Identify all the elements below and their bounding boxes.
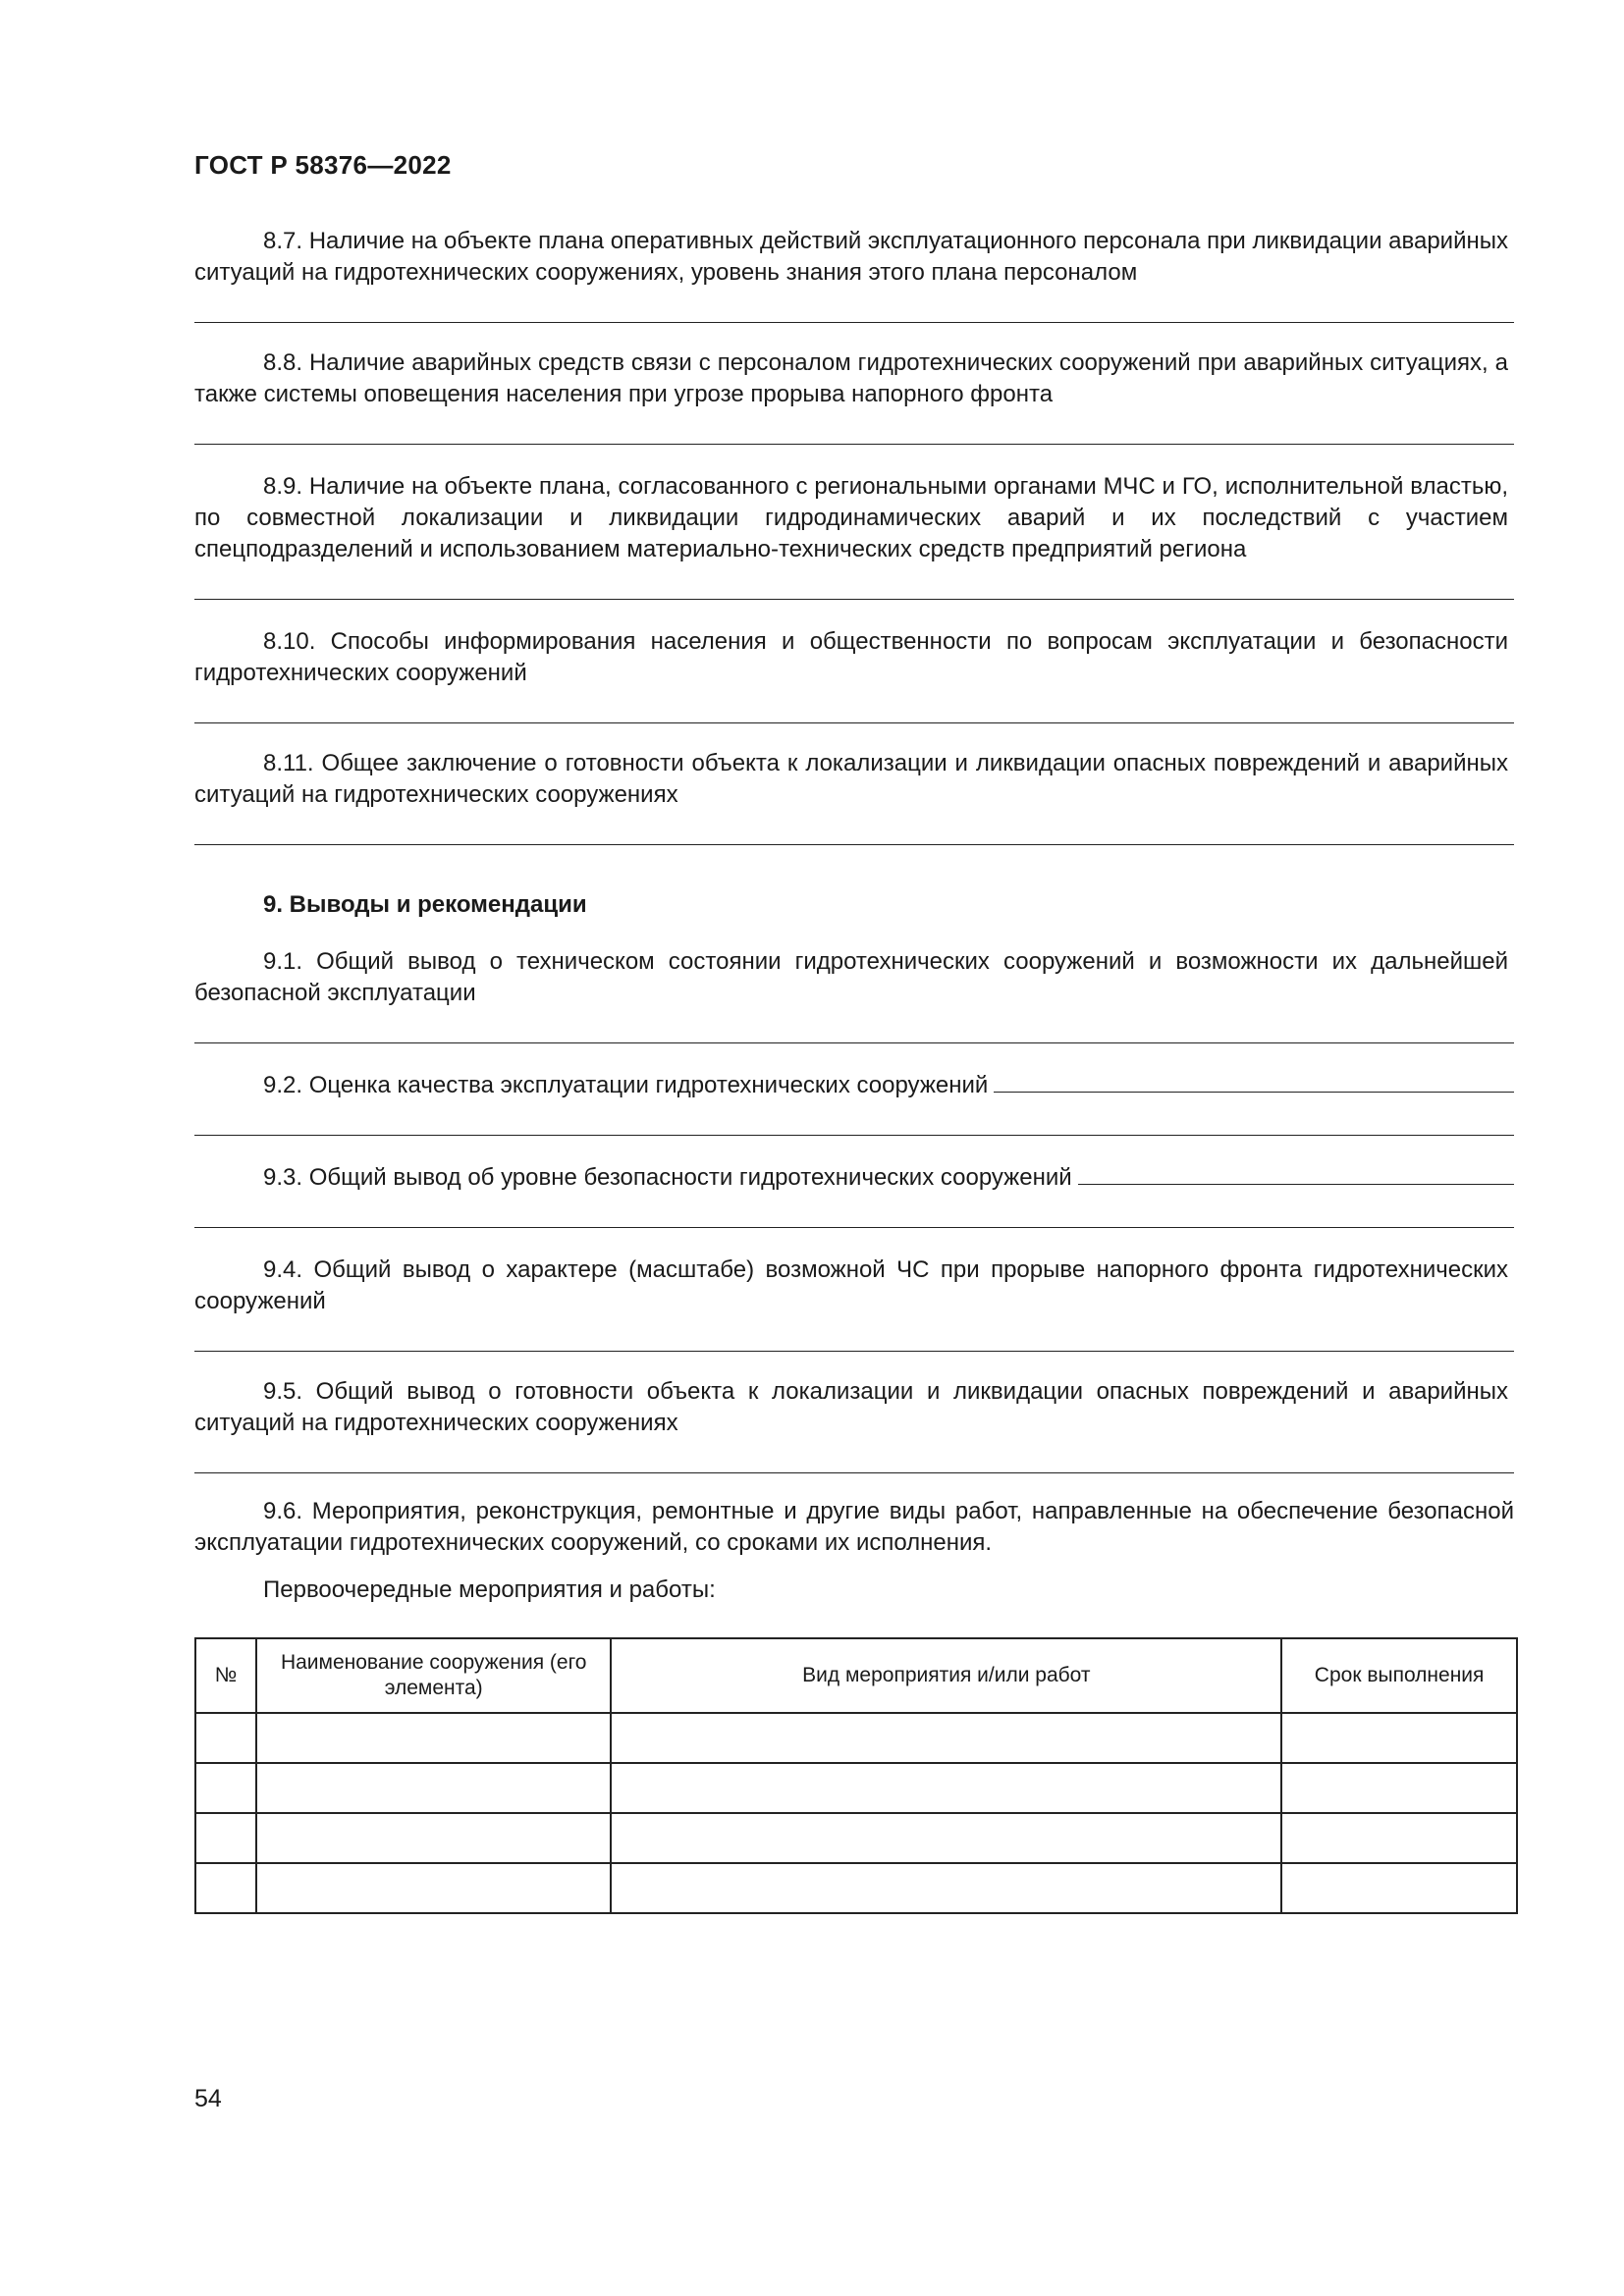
col-structure-header: Наименование сооружения (его элемента)	[256, 1638, 612, 1713]
section-9-title: 9. Выводы и рекомендации	[263, 891, 587, 918]
table-cell[interactable]	[611, 1713, 1281, 1763]
answer-line[interactable]	[194, 1194, 1514, 1228]
table-cell[interactable]	[1281, 1863, 1517, 1913]
table-cell[interactable]	[195, 1863, 256, 1913]
item-text: 9.1. Общий вывод о техническом состоянии гидротехнических сооружений и возможности их дальнейшей безопасной эксплуатации	[194, 948, 1508, 1006]
table-cell[interactable]	[195, 1813, 256, 1863]
table-cell[interactable]	[256, 1813, 612, 1863]
works-table	[194, 1637, 1518, 1914]
table-cell[interactable]	[611, 1863, 1281, 1913]
item-text: 8.11. Общее заключение о готовности объекта к локализации и ликвидации опасных повреждений и аварийных ситуаций на гидротехнических сооружениях	[194, 750, 1508, 808]
item-text: 8.9. Наличие на объекте плана, согласованного с региональными органами МЧС и ГО, исполнительной властью, по совместной локализации и ликвидации гидродинамических аварий и их последствий с участием спецподразделений и использованием материально-технических средств предприятий региона	[194, 473, 1508, 562]
item-9-6	[194, 1496, 1514, 1559]
table-cell[interactable]	[1281, 1713, 1517, 1763]
col-activity-header: Вид мероприятия и/или работ	[611, 1638, 1281, 1713]
table-row	[195, 1763, 1517, 1813]
table-row	[195, 1813, 1517, 1863]
page-number: 54	[194, 2085, 222, 2112]
table-cell[interactable]	[1281, 1813, 1517, 1863]
item-text: 9.6. Мероприятия, реконструкция, ремонтные и другие виды работ, направленные на обеспечение безопасной эксплуатации гидротехнических сооружений, со сроками их исполнения.	[194, 1498, 1514, 1556]
table-header-row	[195, 1638, 1517, 1713]
table-cell[interactable]	[256, 1713, 612, 1763]
answer-line[interactable]	[194, 1317, 1514, 1352]
item-text: 8.10. Способы информирования населения и общественности по вопросам эксплуатации и безопасности гидротехнических сооружений	[194, 628, 1508, 686]
table-cell[interactable]	[256, 1763, 612, 1813]
item-text: 9.3. Общий вывод об уровне безопасности гидротехнических сооружений	[263, 1164, 1072, 1191]
table-cell[interactable]	[611, 1813, 1281, 1863]
table-cell[interactable]	[195, 1763, 256, 1813]
answer-field[interactable]	[1078, 1160, 1514, 1185]
item-9-3	[194, 1160, 1514, 1228]
answer-line[interactable]	[194, 1439, 1514, 1473]
answer-line[interactable]	[194, 410, 1514, 445]
answer-line[interactable]	[194, 689, 1514, 723]
item-9-2	[194, 1068, 1514, 1136]
item-text: 9.2. Оценка качества эксплуатации гидротехнических сооружений	[263, 1072, 989, 1098]
item-9-4	[194, 1253, 1514, 1352]
answer-line[interactable]	[194, 811, 1514, 845]
item-9-1	[194, 944, 1514, 1043]
item-text: 8.7. Наличие на объекте плана оперативных действий эксплуатационного персонала при ликвидации аварийных ситуаций на гидротехнических сооружениях, уровень знания этого плана персоналом	[194, 228, 1508, 286]
answer-line[interactable]	[194, 1009, 1514, 1043]
table-cell[interactable]	[1281, 1763, 1517, 1813]
item-text: 9.5. Общий вывод о готовности объекта к локализации и ликвидации опасных повреждений и аварийных ситуаций на гидротехнических сооружениях	[194, 1378, 1508, 1436]
answer-field[interactable]	[994, 1068, 1514, 1093]
item-8-9	[194, 469, 1514, 600]
item-8-7	[194, 224, 1514, 323]
col-deadline-header: Срок выполнения	[1281, 1638, 1517, 1713]
table-cell[interactable]	[611, 1763, 1281, 1813]
item-8-11	[194, 746, 1514, 845]
answer-line[interactable]	[194, 289, 1514, 323]
document-header: ГОСТ Р 58376—2022	[194, 150, 452, 180]
col-number-header: №	[195, 1638, 256, 1713]
table-row	[195, 1713, 1517, 1763]
table-row	[195, 1863, 1517, 1913]
table-cell[interactable]	[195, 1713, 256, 1763]
priority-works-label: Первоочередные мероприятия и работы:	[263, 1576, 716, 1603]
item-9-5	[194, 1374, 1514, 1473]
table-cell[interactable]	[256, 1863, 612, 1913]
answer-line[interactable]	[194, 565, 1514, 600]
item-text: 9.4. Общий вывод о характере (масштабе) возможной ЧС при прорыве напорного фронта гидротехнических сооружений	[194, 1256, 1508, 1314]
item-text: 8.8. Наличие аварийных средств связи с персоналом гидротехнических сооружений при аварийных ситуациях, а также системы оповещения населения при угрозе прорыва напорного фронта	[194, 349, 1508, 407]
item-8-8	[194, 346, 1514, 445]
item-8-10	[194, 624, 1514, 723]
answer-line[interactable]	[194, 1101, 1514, 1136]
